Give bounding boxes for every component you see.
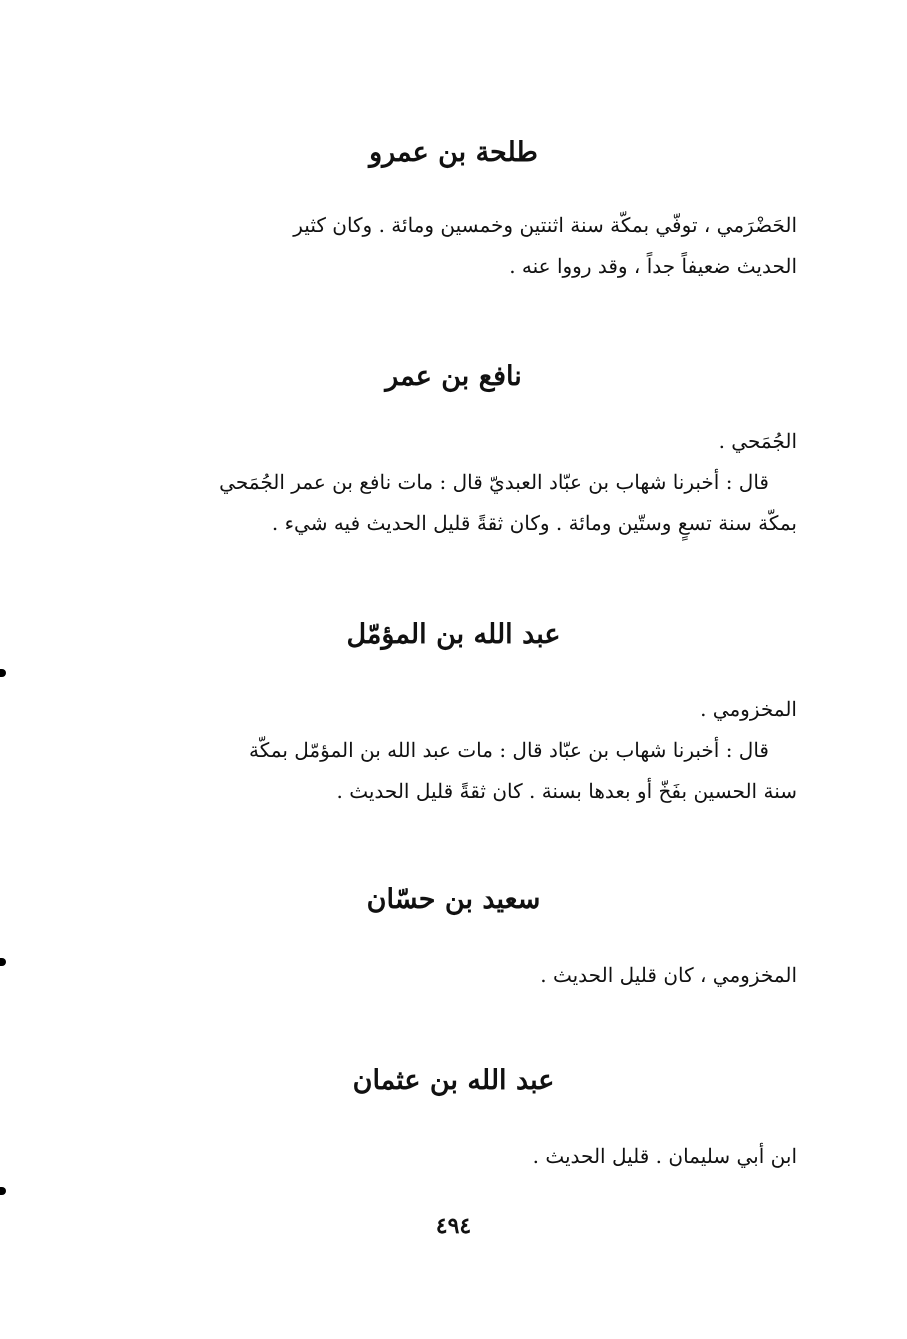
scan-mark [0,1187,6,1195]
entry-body [107,955,797,996]
entry-heading: عبد الله بن عثمان [352,1065,555,1096]
entry-line: بمكّة سنة تسعٍ وستّين ومائة . وكان ثقةً قليل الحديث فيه شيء . [271,511,797,535]
entry-body [107,689,797,812]
entry-line: قال : أخبرنا شهاب بن عبّاد العبديّ قال : مات نافع بن عمر الجُمَحي [219,470,769,494]
entry-line: المخزومي ، كان قليل الحديث . [540,963,797,987]
entry-heading: طلحة بن عمرو [369,137,538,168]
scan-mark [0,958,6,966]
entry-body [107,1136,797,1177]
entry-line: ابن أبي سليمان . قليل الحديث . [532,1144,797,1168]
entry-heading: عبد الله بن المؤمّل [346,619,561,650]
scan-mark [0,669,6,677]
entry-heading: سعيد بن حسّان [366,884,541,915]
page-number: ٤٩٤ [435,1213,472,1239]
entry-line: سنة الحسين بفَخّ أو بعدها بسنة . كان ثقةً قليل الحديث . [336,779,797,803]
entry-line: المخزومي . [700,697,797,721]
entry-heading: نافع بن عمر [385,361,522,392]
entry-line: الحَضْرَمي ، توفّي بمكّة سنة اثنتين وخمسين ومائة . وكان كثير [293,213,797,237]
entry-body [107,205,797,287]
entry-body [107,421,797,544]
entry-line: الحديث ضعيفاً جداً ، وقد رووا عنه . [509,254,797,278]
entry-line: الجُمَحي . [718,429,797,453]
entry-line: قال : أخبرنا شهاب بن عبّاد قال : مات عبد الله بن المؤمّل بمكّة [249,738,769,762]
